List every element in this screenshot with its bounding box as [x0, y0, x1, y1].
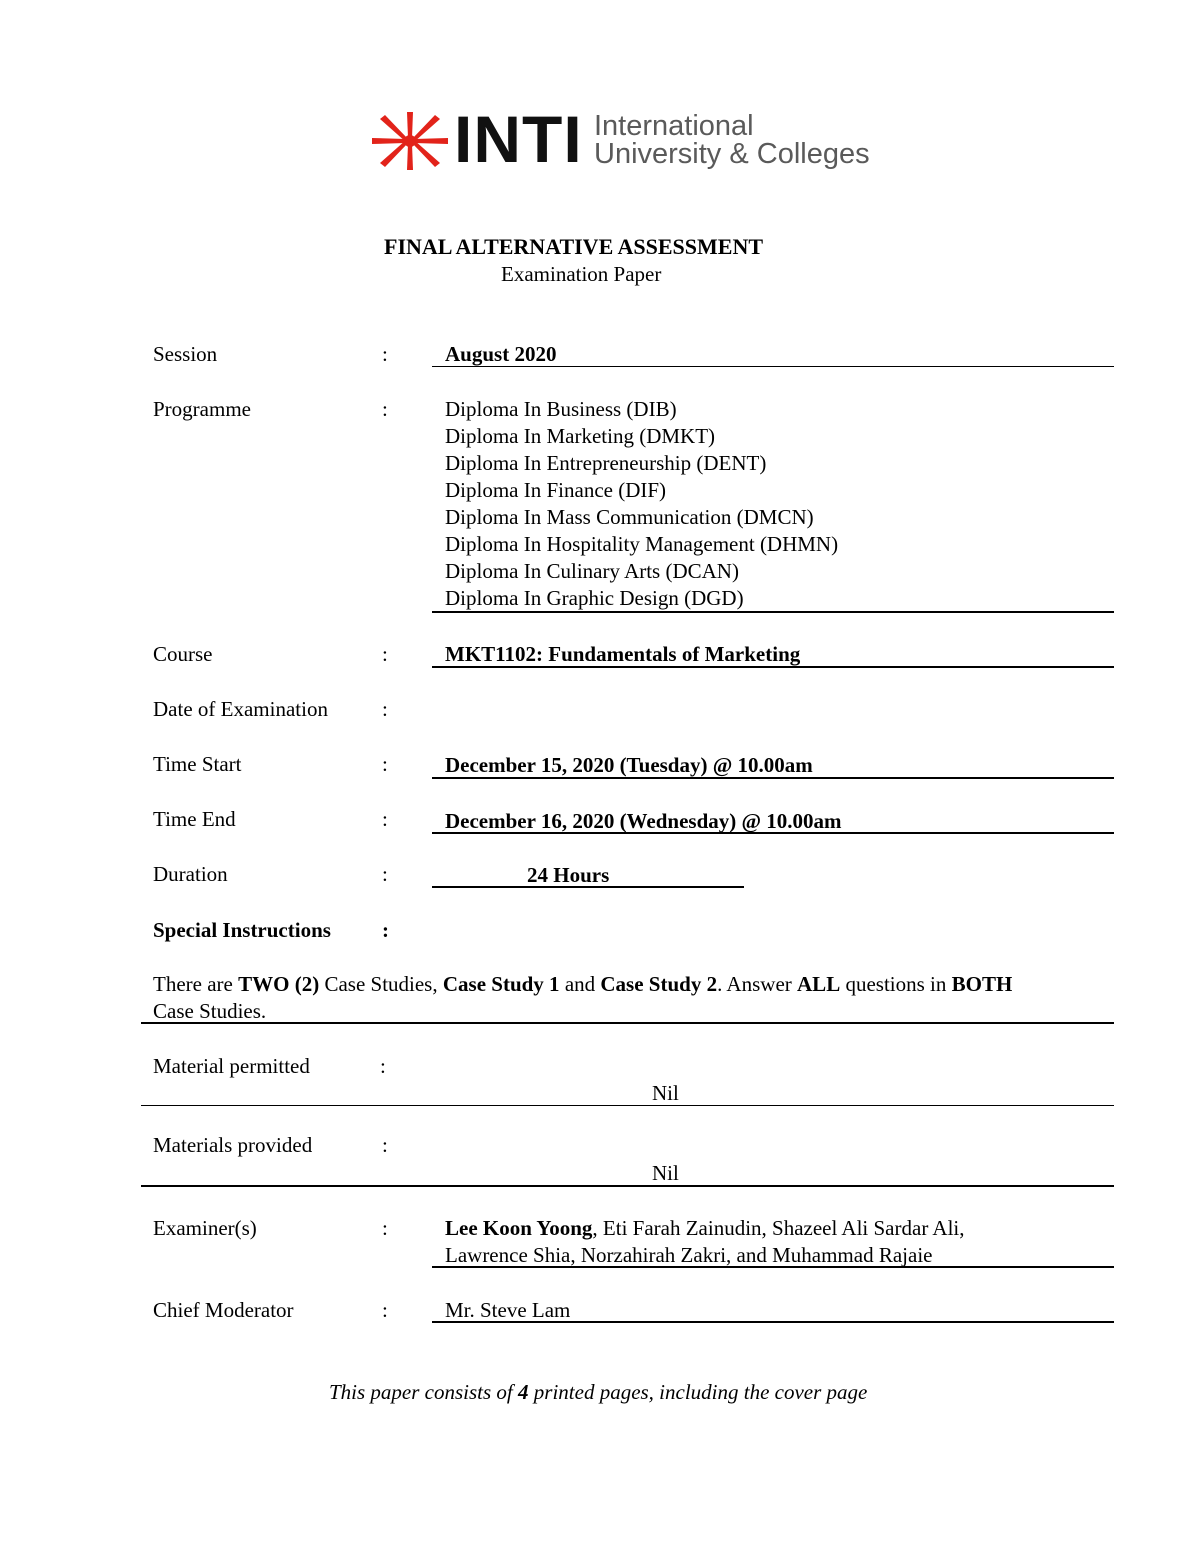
- material-permitted-value: Nil: [652, 1081, 679, 1105]
- instr-part: BOTH: [951, 972, 1013, 996]
- instr-part: Case Studies,: [319, 972, 443, 996]
- material-permitted-label: Material permitted: [153, 1054, 310, 1078]
- logo-line-2: University & Colleges: [594, 138, 870, 170]
- examiners-label: Examiner(s): [153, 1216, 257, 1240]
- special-instructions-label: Special Instructions: [153, 918, 331, 942]
- time-end-value: December 16, 2020 (Wednesday) @ 10.00am: [445, 809, 842, 833]
- programme-item: Diploma In Hospitality Management (DHMN): [445, 532, 839, 556]
- moderator-label: Chief Moderator: [153, 1298, 294, 1322]
- colon: :: [382, 862, 388, 886]
- instructions-text: [153, 971, 1012, 998]
- programme-item: Diploma In Marketing (DMKT): [445, 424, 716, 448]
- date-label: Date of Examination: [153, 697, 328, 721]
- footer-part: printed pages, including the cover page: [528, 1380, 868, 1404]
- examiners-line-2: Lawrence Shia, Norzahirah Zakri, and Muhammad Rajaie: [445, 1243, 933, 1267]
- instr-part: Case Study 2: [600, 972, 718, 996]
- materials-provided-value: Nil: [652, 1161, 679, 1185]
- examiners-line-1: [445, 1215, 965, 1242]
- materials-provided-rule: [141, 1185, 1114, 1187]
- colon: :: [380, 1054, 386, 1078]
- instructions-text-line-2: Case Studies.: [153, 999, 267, 1023]
- instr-part: and: [559, 972, 601, 996]
- instr-part: . Answer: [717, 972, 798, 996]
- colon: :: [382, 752, 388, 776]
- time-start-label: Time Start: [153, 752, 242, 776]
- instr-part: There are: [153, 972, 239, 996]
- instr-part: Case Study 1: [442, 972, 560, 996]
- session-value: August 2020: [445, 342, 557, 366]
- footer-part: This paper consists of: [329, 1380, 519, 1404]
- logo-wordmark: INTI: [454, 102, 583, 176]
- colon: :: [382, 697, 388, 721]
- colon: :: [382, 807, 388, 831]
- duration-value: 24 Hours: [527, 863, 610, 887]
- colon: :: [382, 1216, 388, 1240]
- instructions-rule: [141, 1022, 1114, 1024]
- exam-subtitle: Examination Paper: [501, 262, 662, 286]
- moderator-value: Mr. Steve Lam: [445, 1298, 571, 1322]
- colon: :: [382, 918, 389, 942]
- course-underline: [432, 666, 1114, 668]
- instr-part: questions in: [840, 972, 952, 996]
- programme-item: Diploma In Culinary Arts (DCAN): [445, 559, 739, 583]
- materials-provided-label: Materials provided: [153, 1133, 313, 1157]
- course-label: Course: [153, 642, 213, 666]
- session-underline: [432, 366, 1114, 367]
- programme-item: Diploma In Entrepreneurship (DENT): [445, 451, 767, 475]
- programme-item: Diploma In Mass Communication (DMCN): [445, 505, 814, 529]
- programme-item: Diploma In Graphic Design (DGD): [445, 586, 744, 610]
- colon: :: [382, 397, 388, 421]
- duration-underline: [432, 886, 744, 888]
- material-permitted-rule: [141, 1105, 1114, 1106]
- time-start-underline: [432, 777, 1114, 779]
- colon: :: [382, 1133, 388, 1157]
- time-end-underline: [432, 832, 1114, 834]
- instr-part: TWO (2): [238, 972, 320, 996]
- other-examiners: , Eti Farah Zainudin, Shazeel Ali Sardar Ali,: [592, 1216, 965, 1240]
- logo-line-1: International: [594, 110, 754, 142]
- duration-label: Duration: [153, 862, 228, 886]
- programme-list: [445, 396, 838, 612]
- colon: :: [382, 642, 388, 666]
- programme-item: Diploma In Finance (DIF): [445, 478, 667, 502]
- examiners-underline: [432, 1266, 1114, 1268]
- course-value: MKT1102: Fundamentals of Marketing: [445, 642, 801, 666]
- lead-examiner: Lee Koon Yoong: [445, 1216, 593, 1240]
- inti-logo: [372, 102, 872, 176]
- exam-title: FINAL ALTERNATIVE ASSESSMENT: [384, 234, 764, 259]
- programme-underline: [432, 611, 1114, 613]
- star-burst-icon: [372, 112, 448, 170]
- page-count-note: [329, 1379, 867, 1406]
- programme-item: Diploma In Business (DIB): [445, 397, 677, 421]
- session-label: Session: [153, 342, 218, 366]
- time-end-label: Time End: [153, 807, 236, 831]
- programme-label: Programme: [153, 397, 251, 421]
- time-start-value: December 15, 2020 (Tuesday) @ 10.00am: [445, 753, 813, 777]
- colon: :: [382, 1298, 388, 1322]
- instr-part: ALL: [797, 972, 841, 996]
- colon: :: [382, 342, 388, 366]
- footer-part: 4: [518, 1380, 529, 1404]
- moderator-underline: [432, 1321, 1114, 1323]
